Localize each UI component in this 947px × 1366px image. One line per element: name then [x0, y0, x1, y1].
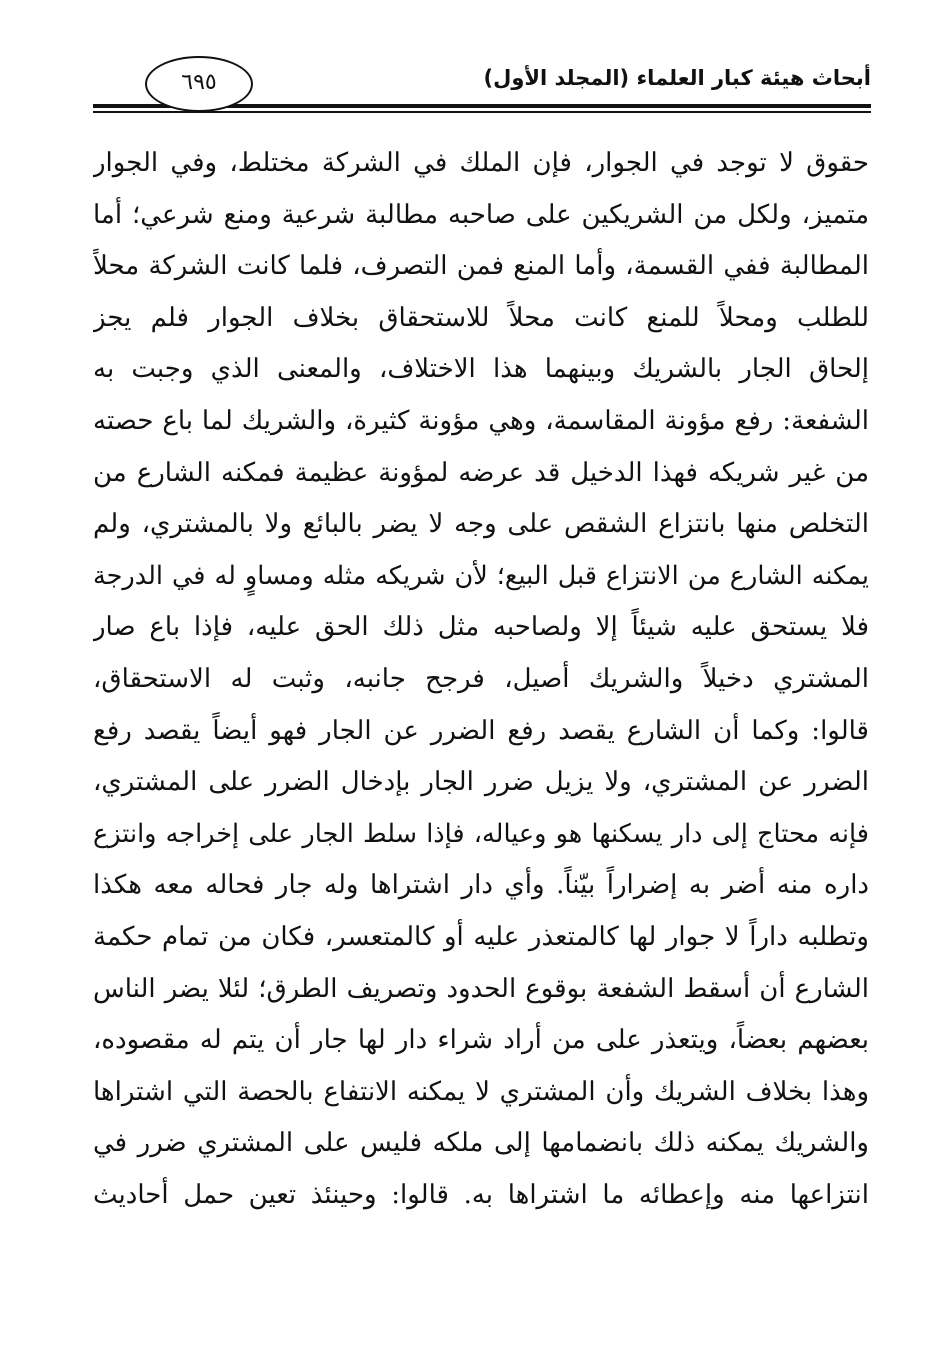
- text-line: المشتري دخيلاً والشريك أصيل، فرجح جانبه، وثبت له الاستحقاق،: [93, 663, 869, 694]
- text-line: الضرر عن المشتري، ولا يزيل ضرر الجار بإدخال الضرر على المشتري،: [93, 767, 869, 798]
- text-line: يمكنه الشارع من الانتزاع قبل البيع؛ لأن شريكه مثله ومساوٍ له في الدرجة: [93, 560, 869, 591]
- text-line: فلا يستحق عليه شيئاً إلا ولصاحبه مثل ذلك الحق عليه، فإذا باع صار: [93, 612, 869, 643]
- page-number: ٦٩٥: [181, 70, 217, 95]
- text-line: المطالبة ففي القسمة، وأما المنع فمن التصرف، فلما كانت الشركة محلاً: [93, 251, 869, 282]
- text-line: التخلص منها بانتزاع الشقص على وجه لا يضر بالبائع ولا بالمشتري، ولم: [93, 509, 869, 540]
- text-line: فإنه محتاج إلى دار يسكنها هو وعياله، فإذا سلط الجار على إخراجه وانتزع: [93, 818, 869, 849]
- text-line: وتطلبه داراً لا جوار لها كالمتعذر عليه أو كالمتعسر، فكان من تمام حكمة: [93, 921, 869, 952]
- page-header: [93, 56, 871, 120]
- running-title: أبحاث هيئة كبار العلماء (المجلد الأول): [483, 66, 871, 90]
- text-line: إلحاق الجار بالشريك وبينهما هذا الاختلاف، والمعنى الذي وجبت به: [93, 354, 869, 385]
- text-line: للطلب ومحلاً للمنع كانت محلاً للاستحقاق بخلاف الجوار فلم يجز: [93, 302, 869, 333]
- text-line: والشريك يمكنه ذلك بانضمامها إلى ملكه فليس على المشتري ضرر في: [93, 1128, 869, 1159]
- text-line: من غير شريكه فهذا الدخيل قد عرضه لمؤونة عظيمة فمكنه الشارع من: [93, 457, 869, 488]
- text-line: متميز، ولكل من الشريكين على صاحبه مطالبة شرعية ومنع شرعي؛ أما: [93, 199, 869, 230]
- text-line: حقوق لا توجد في الجوار، فإن الملك في الشركة مختلط، وفي الجوار: [93, 148, 869, 178]
- text-line: داره منه أضر به إضراراً بيّناً. وأي دار اشتراها وله جار فحاله معه هكذا: [93, 870, 869, 901]
- text-line: انتزاعها منه وإعطائه ما اشتراها به. قالوا: وحينئذ تعين حمل أحاديث: [93, 1179, 869, 1210]
- text-line: الشارع أن أسقط الشفعة بوقوع الحدود وتصريف الطرق؛ لئلا يضر الناس: [93, 973, 869, 1004]
- text-line: الشفعة: رفع مؤونة المقاسمة، وهي مؤونة كثيرة، والشريك لما باع حصته: [93, 405, 869, 436]
- text-line: وهذا بخلاف الشريك وأن المشتري لا يمكنه الانتفاع بالحصة التي اشتراها: [93, 1076, 869, 1107]
- body-text: [93, 138, 869, 1221]
- text-line: بعضهم بعضاً، ويتعذر على من أراد شراء دار لها جار أن يتم له مقصوده،: [93, 1025, 869, 1056]
- page-number-oval: [145, 56, 253, 112]
- text-line: قالوا: وكما أن الشارع يقصد رفع الضرر عن الجار فهو أيضاً يقصد رفع: [93, 715, 869, 746]
